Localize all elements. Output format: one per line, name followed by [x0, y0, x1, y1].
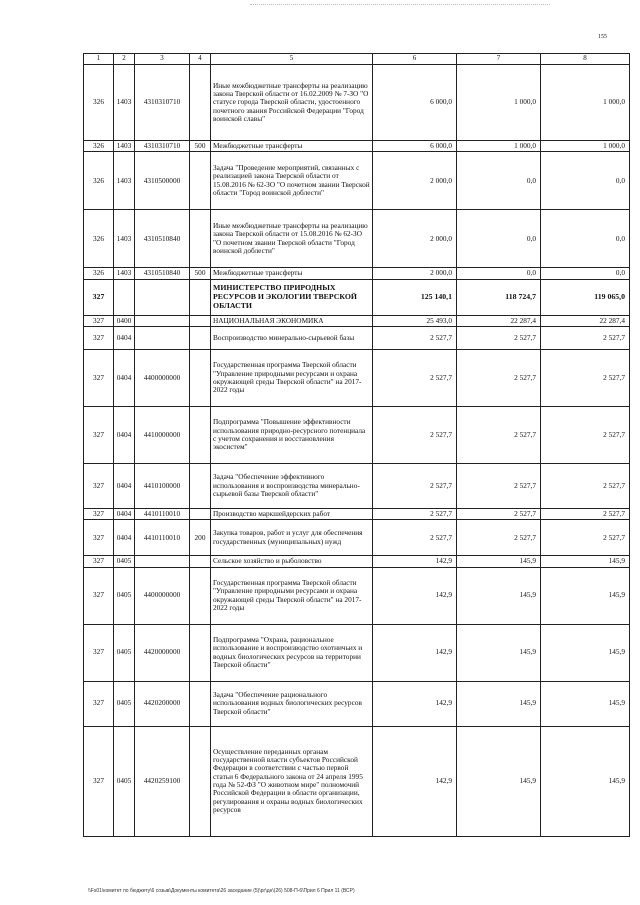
- target-article-code: 4400000000: [135, 567, 190, 624]
- section-code: 0405: [114, 681, 135, 726]
- amount-col6: 2 000,0: [373, 268, 457, 279]
- amount-col6: 2 000,0: [373, 152, 457, 210]
- expense-type-code: [190, 726, 211, 836]
- amount-col8: 145,9: [541, 624, 630, 681]
- amount-col8: 22 287,4: [541, 315, 630, 326]
- ministry-code: 327: [84, 556, 114, 567]
- expense-type-code: 500: [190, 140, 211, 151]
- ministry-code: 327: [84, 326, 114, 349]
- target-article-code: 4310500000: [135, 152, 190, 210]
- target-article-code: 4310310710: [135, 140, 190, 151]
- ministry-code: 327: [84, 508, 114, 519]
- item-name: Государственная программа Тверской области "Управление природными ресурсами и охрана окружающей среды Тверской области" на 2017-2022 годы: [211, 567, 373, 624]
- ministry-code: 326: [84, 210, 114, 268]
- section-code: 0404: [114, 349, 135, 406]
- expense-type-code: [190, 567, 211, 624]
- amount-col7: 145,9: [457, 624, 541, 681]
- expense-type-code: [190, 508, 211, 519]
- expense-type-code: [190, 279, 211, 315]
- ministry-code: 326: [84, 268, 114, 279]
- amount-col6: 25 493,0: [373, 315, 457, 326]
- table-row: [84, 406, 630, 463]
- item-name: Сельское хозяйство и рыболовство: [211, 556, 373, 567]
- amount-col6: 2 527,7: [373, 508, 457, 519]
- table-row: [84, 210, 630, 268]
- column-number: 2: [114, 54, 135, 65]
- amount-col6: 2 527,7: [373, 406, 457, 463]
- item-name: Государственная программа Тверской области "Управление природными ресурсами и охрана окружающей среды Тверской области" на 2017-2022 годы: [211, 349, 373, 406]
- target-article-code: 4420259100: [135, 726, 190, 836]
- ministry-code: 327: [84, 726, 114, 836]
- section-code: 1403: [114, 268, 135, 279]
- table-row: [84, 463, 630, 508]
- amount-col8: 1 000,0: [541, 64, 630, 140]
- page-number: 155: [598, 34, 607, 40]
- item-name: Задача "Проведение мероприятий, связанных с реализацией закона Тверской области от 15.08.2016 № 62-ЗО "О почетном звании Тверской области "Город воинской доблести": [211, 152, 373, 210]
- target-article-code: 4420000000: [135, 624, 190, 681]
- column-number: 4: [190, 54, 211, 65]
- target-article-code: 4400000000: [135, 349, 190, 406]
- amount-col7: 1 000,0: [457, 64, 541, 140]
- expense-type-code: [190, 210, 211, 268]
- section-code: 1403: [114, 140, 135, 151]
- table-row: [84, 681, 630, 726]
- expense-type-code: [190, 681, 211, 726]
- amount-col8: 2 527,7: [541, 326, 630, 349]
- amount-col6: 2 000,0: [373, 210, 457, 268]
- target-article-code: 4410100000: [135, 463, 190, 508]
- ministry-code: 326: [84, 64, 114, 140]
- amount-col6: 142,9: [373, 726, 457, 836]
- target-article-code: [135, 279, 190, 315]
- target-article-code: 4310310710: [135, 64, 190, 140]
- amount-col8: 0,0: [541, 210, 630, 268]
- table-row: [84, 520, 630, 556]
- amount-col7: 2 527,7: [457, 406, 541, 463]
- section-code: 1403: [114, 64, 135, 140]
- column-number: 7: [457, 54, 541, 65]
- expense-type-code: [190, 315, 211, 326]
- item-name: Осуществление переданных органам государственной власти субъектов Российской Федерации в соответствии с частью первой статьи 6 Федерального закона от 24 апреля 1995 года № 52-ФЗ "О животном мире" полномочий Российской Федерации в области организации, регулирования и охраны водных биологических ресурсов: [211, 726, 373, 836]
- ministry-code: 327: [84, 315, 114, 326]
- amount-col7: 118 724,7: [457, 279, 541, 315]
- section-code: 0400: [114, 315, 135, 326]
- item-name: Иные межбюджетные трансферты на реализацию закона Тверской области от 16.02.2009 № 7-ЗО "О статусе города Тверской области, удостоенного почетного звания Российской Федерации "Город воинской славы": [211, 64, 373, 140]
- ministry-code: 327: [84, 567, 114, 624]
- section-code: 0405: [114, 567, 135, 624]
- section-code: 0404: [114, 520, 135, 556]
- item-name: Воспроизводство минерально-сырьевой базы: [211, 326, 373, 349]
- expense-type-code: [190, 152, 211, 210]
- amount-col7: 2 527,7: [457, 520, 541, 556]
- column-number: 1: [84, 54, 114, 65]
- amount-col7: 145,9: [457, 556, 541, 567]
- table-row: [84, 567, 630, 624]
- amount-col7: 145,9: [457, 567, 541, 624]
- amount-col6: 6 000,0: [373, 140, 457, 151]
- column-number: 8: [541, 54, 630, 65]
- amount-col7: 1 000,0: [457, 140, 541, 151]
- amount-col7: 2 527,7: [457, 508, 541, 519]
- target-article-code: 4420200000: [135, 681, 190, 726]
- expense-type-code: [190, 326, 211, 349]
- table-row: [84, 726, 630, 836]
- expense-type-code: [190, 463, 211, 508]
- table-row: [84, 268, 630, 279]
- expense-type-code: [190, 556, 211, 567]
- table-row: [84, 349, 630, 406]
- amount-col8: 145,9: [541, 567, 630, 624]
- target-article-code: 4410110010: [135, 508, 190, 519]
- target-article-code: 4410110010: [135, 520, 190, 556]
- table-row: [84, 140, 630, 151]
- amount-col7: 145,9: [457, 726, 541, 836]
- amount-col6: 142,9: [373, 624, 457, 681]
- amount-col7: 2 527,7: [457, 326, 541, 349]
- section-code: 0404: [114, 508, 135, 519]
- table-row: [84, 315, 630, 326]
- file-path-footer: \\Fs01\комитет по бюджету\6 созыв\Документы комитета\26 заседание (5)\рг\дн\(26) 508-П-6\Прил 6 Прил 11 (ВСР): [88, 888, 355, 894]
- ministry-code: 327: [84, 279, 114, 315]
- item-name: Подпрограмма "Охрана, рациональное использование и воспроизводство охотничьих и водных биологических ресурсов на территории Тверской области": [211, 624, 373, 681]
- amount-col6: 2 527,7: [373, 349, 457, 406]
- expense-type-code: [190, 349, 211, 406]
- item-name: Производство маркшейдерских работ: [211, 508, 373, 519]
- item-name: Задача "Обеспечение рационального использования водных биологических ресурсов Тверской области": [211, 681, 373, 726]
- expense-type-code: [190, 624, 211, 681]
- item-name: Подпрограмма "Повышение эффективности использования природно-ресурсного потенциала с учетом сохранения и восстановления экосистем": [211, 406, 373, 463]
- amount-col8: 145,9: [541, 726, 630, 836]
- expense-type-code: [190, 64, 211, 140]
- amount-col8: 145,9: [541, 556, 630, 567]
- ministry-code: 327: [84, 463, 114, 508]
- amount-col8: 1 000,0: [541, 140, 630, 151]
- amount-col7: 145,9: [457, 681, 541, 726]
- amount-col6: 2 527,7: [373, 326, 457, 349]
- table-row: [84, 279, 630, 315]
- item-name: МИНИСТЕРСТВО ПРИРОДНЫХ РЕСУРСОВ И ЭКОЛОГИИ ТВЕРСКОЙ ОБЛАСТИ: [211, 279, 373, 315]
- amount-col6: 2 527,7: [373, 463, 457, 508]
- amount-col6: 6 000,0: [373, 64, 457, 140]
- amount-col6: 2 527,7: [373, 520, 457, 556]
- target-article-code: [135, 315, 190, 326]
- table-row: [84, 64, 630, 140]
- amount-col8: 2 527,7: [541, 520, 630, 556]
- expense-type-code: [190, 406, 211, 463]
- column-number: 6: [373, 54, 457, 65]
- ministry-code: 326: [84, 152, 114, 210]
- target-article-code: [135, 326, 190, 349]
- amount-col8: 2 527,7: [541, 508, 630, 519]
- table-row: [84, 556, 630, 567]
- ministry-code: 327: [84, 406, 114, 463]
- section-code: 0405: [114, 556, 135, 567]
- target-article-code: 4410000000: [135, 406, 190, 463]
- table-row: [84, 326, 630, 349]
- ministry-code: 327: [84, 624, 114, 681]
- amount-col6: 142,9: [373, 556, 457, 567]
- column-number-row: [84, 54, 630, 65]
- amount-col7: 2 527,7: [457, 349, 541, 406]
- column-number: 5: [211, 54, 373, 65]
- section-code: 0404: [114, 463, 135, 508]
- table-row: [84, 508, 630, 519]
- target-article-code: 4310510840: [135, 210, 190, 268]
- section-code: 0405: [114, 726, 135, 836]
- budget-table: [83, 53, 630, 837]
- amount-col8: 0,0: [541, 152, 630, 210]
- amount-col8: 119 065,0: [541, 279, 630, 315]
- amount-col7: 0,0: [457, 152, 541, 210]
- section-code: 0404: [114, 406, 135, 463]
- item-name: Межбюджетные трансферты: [211, 268, 373, 279]
- target-article-code: 4310510840: [135, 268, 190, 279]
- section-code: 0404: [114, 326, 135, 349]
- section-code: [114, 279, 135, 315]
- amount-col7: 2 527,7: [457, 463, 541, 508]
- ministry-code: 327: [84, 520, 114, 556]
- scan-artifact: [250, 4, 550, 7]
- table-row: [84, 152, 630, 210]
- amount-col6: 142,9: [373, 681, 457, 726]
- section-code: 0405: [114, 624, 135, 681]
- item-name: Иные межбюджетные трансферты на реализацию закона Тверской области от 15.08.2016 № 62-ЗО "О почетном звании Тверской области "Город воинской доблести": [211, 210, 373, 268]
- amount-col8: 145,9: [541, 681, 630, 726]
- table-row: [84, 624, 630, 681]
- amount-col7: 0,0: [457, 210, 541, 268]
- amount-col8: 2 527,7: [541, 406, 630, 463]
- amount-col8: 2 527,7: [541, 349, 630, 406]
- amount-col8: 2 527,7: [541, 463, 630, 508]
- item-name: Межбюджетные трансферты: [211, 140, 373, 151]
- amount-col7: 0,0: [457, 268, 541, 279]
- amount-col6: 125 140,1: [373, 279, 457, 315]
- ministry-code: 327: [84, 681, 114, 726]
- expense-type-code: 500: [190, 268, 211, 279]
- ministry-code: 326: [84, 140, 114, 151]
- item-name: НАЦИОНАЛЬНАЯ ЭКОНОМИКА: [211, 315, 373, 326]
- section-code: 1403: [114, 152, 135, 210]
- ministry-code: 327: [84, 349, 114, 406]
- target-article-code: [135, 556, 190, 567]
- amount-col6: 142,9: [373, 567, 457, 624]
- column-number: 3: [135, 54, 190, 65]
- section-code: 1403: [114, 210, 135, 268]
- amount-col8: 0,0: [541, 268, 630, 279]
- expense-type-code: 200: [190, 520, 211, 556]
- item-name: Задача "Обеспечение эффективного использования и воспроизводства минерально-сырьевой базы Тверской области": [211, 463, 373, 508]
- amount-col7: 22 287,4: [457, 315, 541, 326]
- item-name: Закупка товаров, работ и услуг для обеспечения государственных (муниципальных) нужд: [211, 520, 373, 556]
